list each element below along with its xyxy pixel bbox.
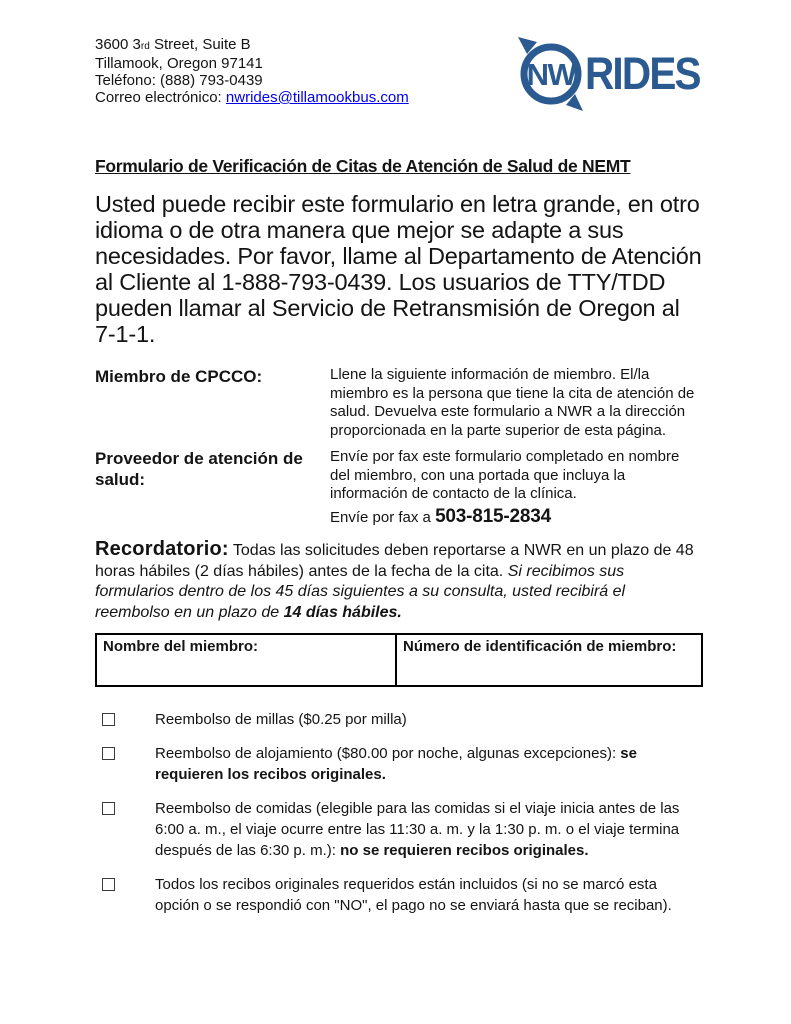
member-name-field[interactable] [96,634,396,686]
address-email-line [95,89,409,106]
table-row [96,634,702,686]
reimbursement-checklist [95,709,703,916]
list-item-lodging [95,743,703,785]
logo-monogram: NW [526,57,576,92]
mileage-checkbox[interactable] [102,713,115,726]
page-title: Formulario de Verificación de Citas de Atención de Salud de NEMT [95,156,631,176]
reminder-text-italic: Si recibimos sus formularios dentro de los 45 días siguientes a su consulta, usted recibirá el reembolso en un plazo de [95,562,626,621]
member-info-table [95,633,703,687]
provider-section [95,448,703,527]
reminder-label: Recordatorio: [95,538,229,560]
member-id-header: Número de identificación de miembro: [403,638,677,655]
email-label: Correo electrónico: [95,89,226,106]
receipts-label: Todos los recibos originales requeridos están incluidos (si no se marcó esta opción o se respondió con "NO", el pago no se enviará hasta que se reciban). [155,876,672,914]
member-section [95,366,703,440]
fax-line [330,505,703,528]
fax-prefix: Envíe por fax a [330,508,436,526]
address-block [95,36,409,106]
fax-number: 503-815-2834 [435,505,551,527]
lodging-checkbox[interactable] [102,747,115,760]
member-section-text: Llene la siguiente información de miembro. El/la miembro es la persona que tiene la cita de atención de salud. Devuelva este formulario a NWR a la dirección proporcionada en la parte superior de esta página. [330,366,695,439]
receipts-checkbox[interactable] [102,878,115,891]
member-section-label: Miembro de CPCCO: [95,367,263,386]
meals-label: Reembolso de comidas (elegible para las comidas si el viaje inicia antes de las 6:00 a. m., el viaje ocurre entre las 11:30 a. m. y la 1:30 p. m. o el viaje termina después de las 6:30 p. m.): no se requieren recibos originales. [155,800,680,859]
lodging-label: Reembolso de alojamiento ($80.00 por noche, algunas excepciones): se requieren los recibos originales. [155,745,637,783]
provider-section-label: Proveedor de atención de salud: [95,449,303,489]
reminder-text-end: . [397,603,402,621]
address-street: 3600 3rd Street, Suite B [95,36,251,53]
member-name-header: Nombre del miembro: [103,638,259,655]
address-city: Tillamook, Oregon 97141 [95,55,263,72]
mileage-label: Reembolso de millas ($0.25 por milla) [155,711,407,728]
meals-checkbox[interactable] [102,802,115,815]
header [95,36,703,116]
provider-section-text [330,448,703,527]
reminder-text-italic-bold: 14 días hábiles [283,603,398,621]
member-id-field[interactable] [396,634,702,686]
reminder-text-regular: Todas las solicitudes deben reportarse a NWR en un plazo de 48 horas hábiles (2 días hábiles) antes de la fecha de la cita. [95,542,694,580]
address-phone: Teléfono: (888) 793-0439 [95,72,263,89]
provider-instructions: Envíe por fax este formulario completado en nombre del miembro, con una portada que incluya la información de contacto de la clínica. [330,448,680,502]
email-link[interactable]: nwrides@tillamookbus.com [225,89,409,106]
list-item-meals [95,798,703,861]
reminder-paragraph [95,539,703,623]
list-item-receipts [95,874,703,916]
logo-wordmark: RIDES [585,49,700,100]
nw-rides-logo [511,28,703,116]
list-item-mileage [95,709,703,730]
intro-paragraph: Usted puede recibir este formulario en letra grande, en otro idioma o de otra manera que mejor se adapte a sus necesidades. Por favor, llame al Departamento de Atención al Cliente al 1-888-793-0439. Los usuarios de TTY/TDD pueden llamar al Servicio de Retransmisión de Oregon al 7-1-1. [95,191,702,347]
